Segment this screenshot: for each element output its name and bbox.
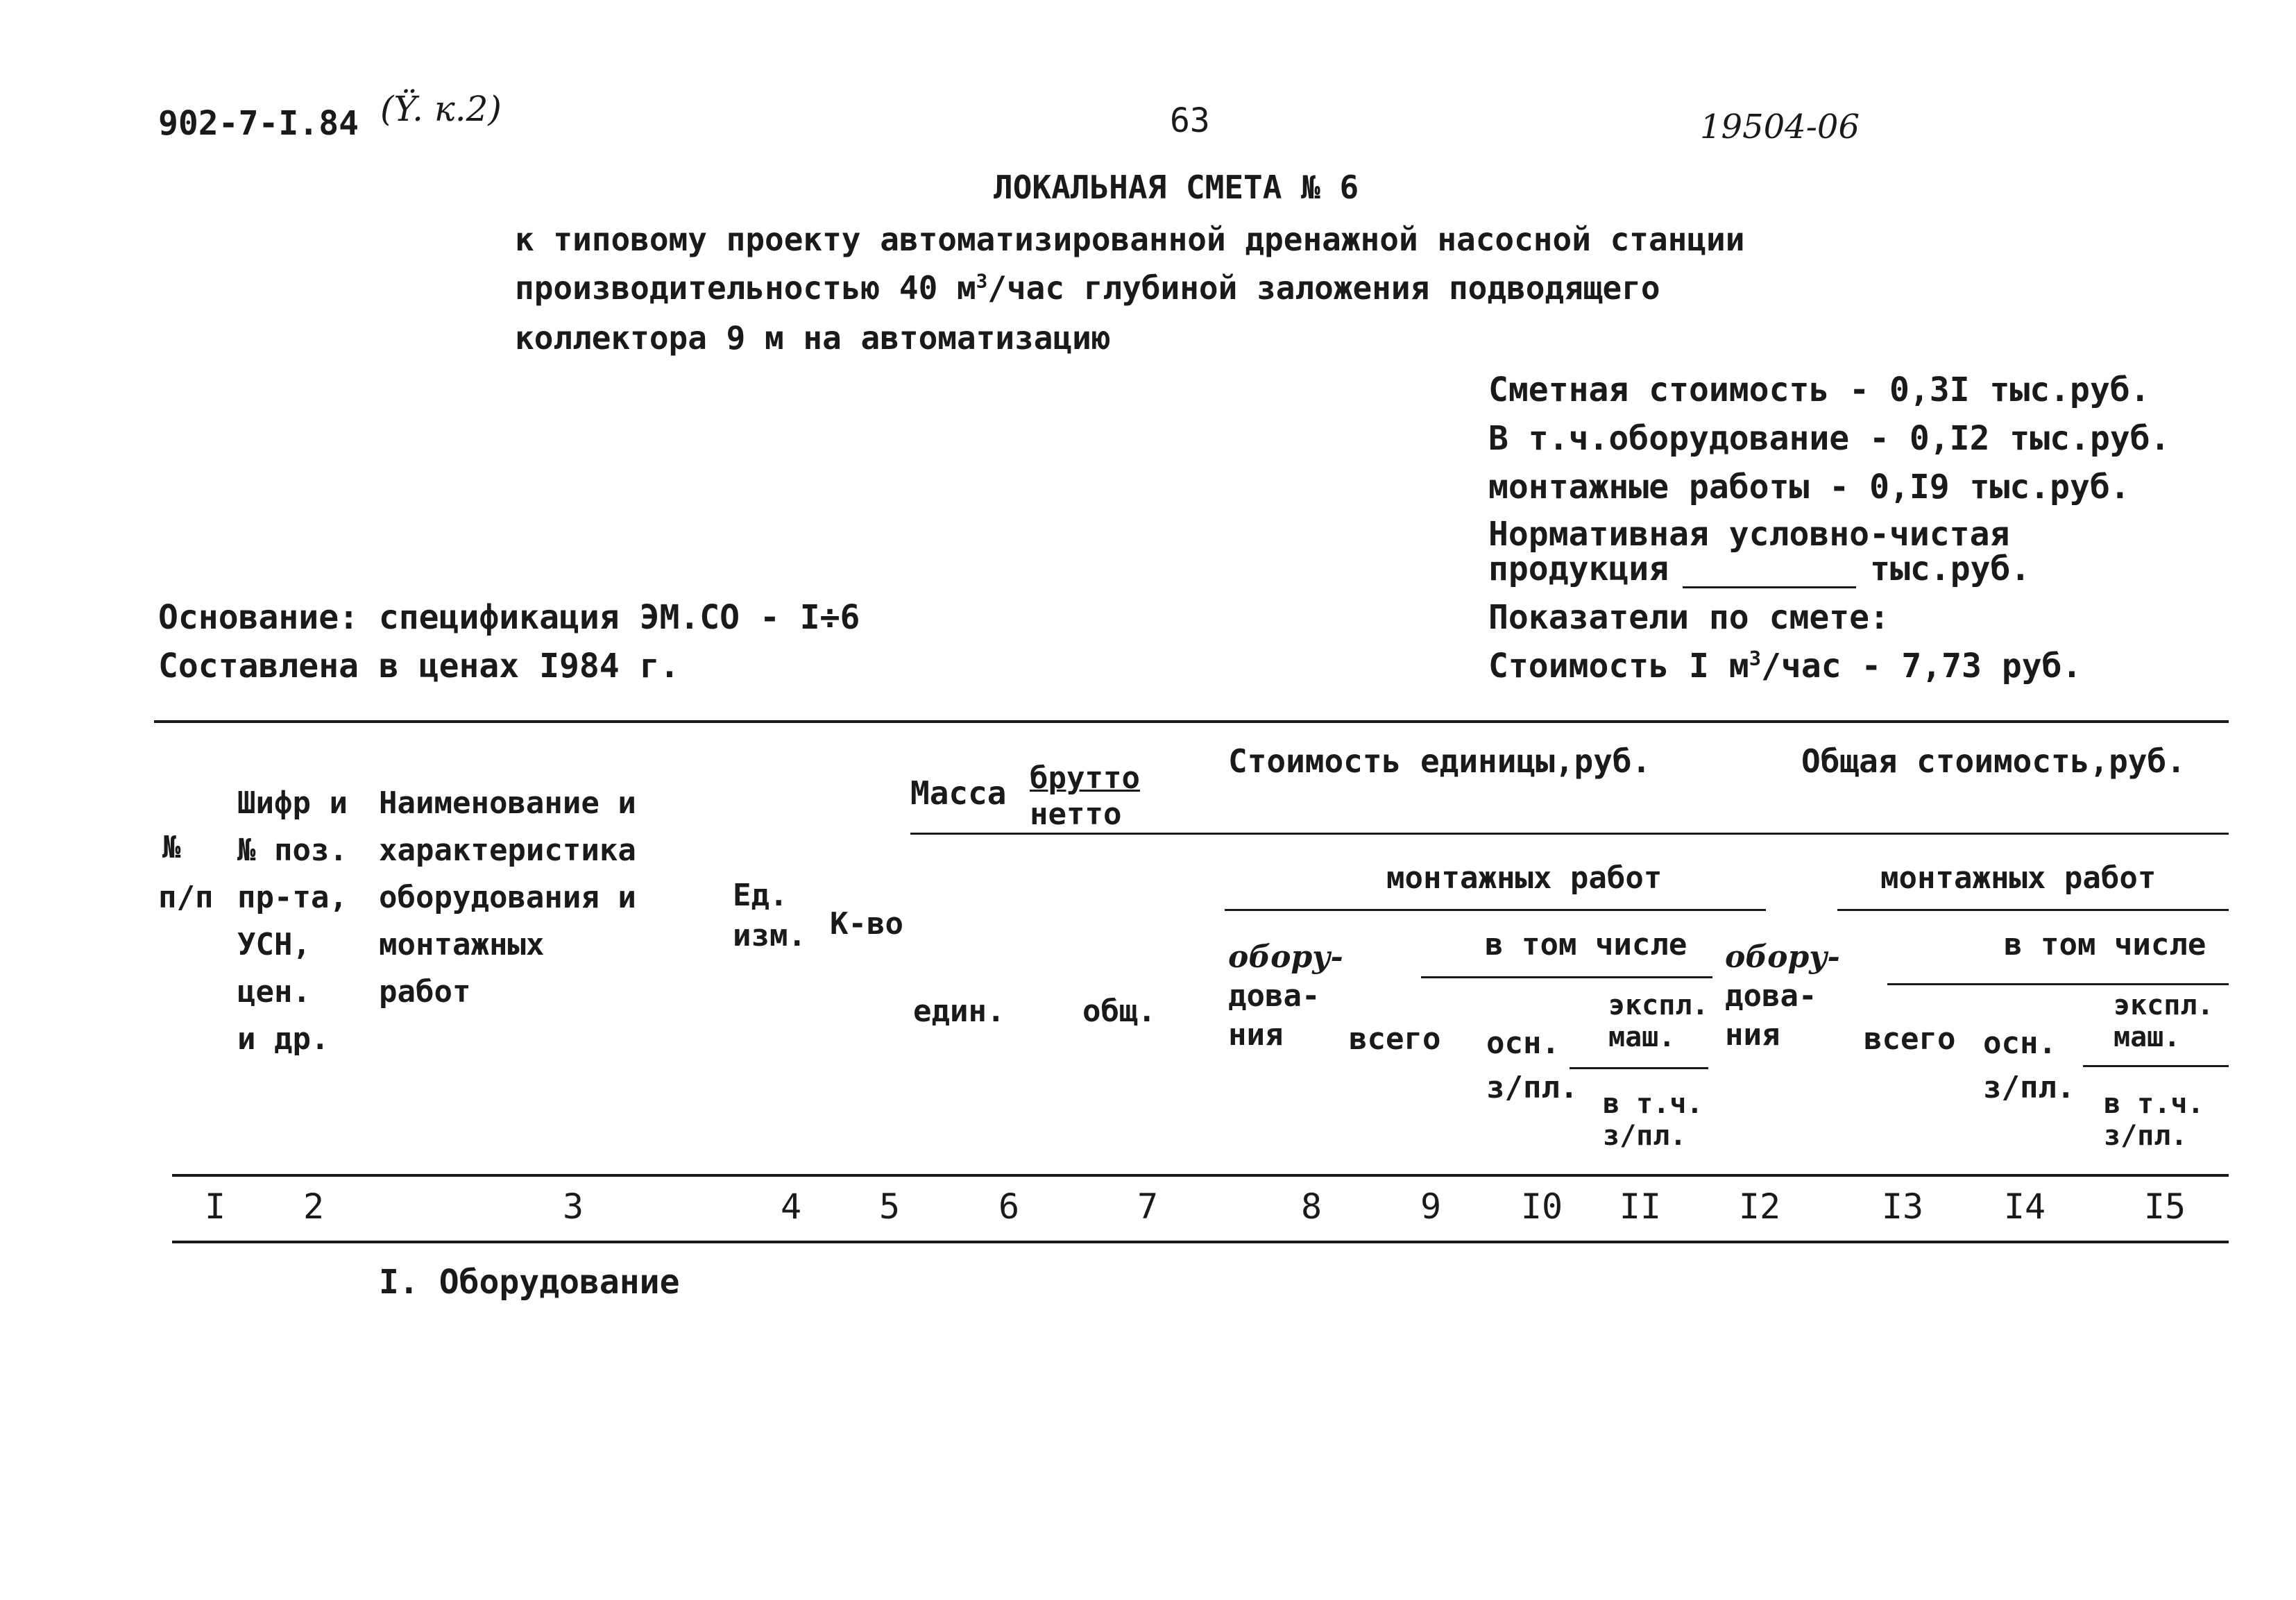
column-number: 9: [1420, 1186, 1442, 1227]
page-number: 63: [1170, 101, 1210, 140]
column-number: 3: [562, 1186, 584, 1227]
total-cost-header: Общая стоимость,руб.: [1801, 742, 2186, 780]
code-header: Шифр и № поз. пр-та, УСН, цен. и др.: [237, 785, 348, 1057]
unit-machine-wage-header: в т.ч. з/пл.: [1603, 1088, 1703, 1152]
unit-cost-indicator: Стоимость I $м^3$/час - 7,73 руб.: [1488, 647, 2082, 686]
column-number: I0: [1520, 1186, 1563, 1227]
name-header: Наименование и характеристика оборудования и монтажных работ: [379, 785, 636, 1010]
row-number-sub: п/п: [158, 880, 214, 915]
total-machine-wage-header: в т.ч. з/пл.: [2104, 1088, 2204, 1152]
total-machine-header: экспл. маш.: [2114, 989, 2214, 1053]
estimate-heading: ЛОКАЛЬНАЯ СМЕТА № 6: [994, 169, 1359, 206]
total-equipment-header: обору- дова- ния: [1725, 939, 1840, 1053]
basis-line: Основание: спецификация ЭМ.СО - I÷6: [158, 598, 860, 637]
total-basic-wage-header: осн. з/пл.: [1983, 1025, 2075, 1105]
unit-basic-wage-header: осн. з/пл.: [1486, 1025, 1579, 1105]
prices-line: Составлена в ценах I984 г.: [158, 647, 680, 686]
total-mass-header: общ.: [1082, 994, 1156, 1029]
column-number: I2: [1738, 1186, 1781, 1227]
section-title: I. Оборудование: [379, 1263, 680, 1302]
mass-label: Масса: [910, 774, 1007, 812]
column-number: I5: [2143, 1186, 2186, 1227]
unit-incl-header: в том числе: [1485, 927, 1687, 962]
title-line-1: к типовому проекту автоматизированной дренажной насосной станции: [515, 221, 1745, 258]
unit-mass-header: един.: [913, 994, 1005, 1029]
unit-incl-rule: [1421, 976, 1712, 978]
total-incl-header: в том числе: [2004, 927, 2206, 962]
indicators-label: Показатели по смете:: [1488, 598, 1889, 637]
column-number: II: [1619, 1186, 1662, 1227]
unit-cost-header: Стоимость единицы,руб.: [1228, 742, 1651, 780]
archive-number: 19504-06: [1700, 108, 1860, 146]
unit-machine-rule: [1570, 1067, 1708, 1069]
column-number: I: [204, 1186, 226, 1227]
unit-machine-header: экспл. маш.: [1608, 989, 1709, 1053]
unit-install-works: монтажных работ: [1386, 860, 1663, 896]
unit-install-rule: [1225, 909, 1766, 911]
quantity-header: К-во: [830, 906, 903, 942]
column-number: 6: [998, 1186, 1020, 1227]
total-install-rule: [1837, 909, 2229, 911]
installation-cost: монтажные работы - 0,I9 тыс.руб.: [1488, 468, 2130, 507]
column-number: I4: [2003, 1186, 2046, 1227]
mass-net: нетто: [1030, 797, 1122, 832]
total-machine-rule: [2083, 1065, 2229, 1067]
row-number-header: №: [162, 830, 181, 865]
unit-equipment-header: обору- дова- ния: [1228, 939, 1343, 1053]
unit-header: Ед. изм.: [733, 878, 806, 953]
column-number: 8: [1300, 1186, 1323, 1227]
column-number: 7: [1137, 1186, 1159, 1227]
column-number: 2: [303, 1186, 325, 1227]
normative-line-1: Нормативная условно-чистая: [1488, 515, 2010, 554]
document-code: 902-7-I.84: [158, 104, 359, 143]
column-number: I3: [1881, 1186, 1924, 1227]
normative-line-2: продукция тыс.руб.: [1488, 550, 2031, 588]
column-numbers-rule: [172, 1241, 2229, 1243]
equipment-cost: В т.ч.оборудование - 0,I2 тыс.руб.: [1488, 419, 2170, 458]
column-number: 4: [780, 1186, 802, 1227]
estimated-cost: Сметная стоимость - 0,3I тыс.руб.: [1488, 371, 2150, 409]
total-total-header: всего: [1864, 1021, 1956, 1057]
title-line-3: коллектора 9 м на автоматизацию: [515, 319, 1111, 357]
title-line-2: производительностью 40 $м^3$/час глубиной заложения подводящего: [515, 269, 1660, 307]
handwritten-note: (Ÿ. к.2): [380, 89, 502, 129]
mass-group-rule: [910, 833, 2229, 835]
total-install-works: монтажных работ: [1880, 860, 2157, 896]
table-top-rule: [154, 720, 2229, 723]
unit-total-header: всего: [1349, 1021, 1441, 1057]
header-bottom-rule: [172, 1174, 2229, 1177]
column-number: 5: [878, 1186, 901, 1227]
mass-gross: брутто: [1030, 760, 1140, 796]
total-incl-rule: [1887, 983, 2229, 985]
